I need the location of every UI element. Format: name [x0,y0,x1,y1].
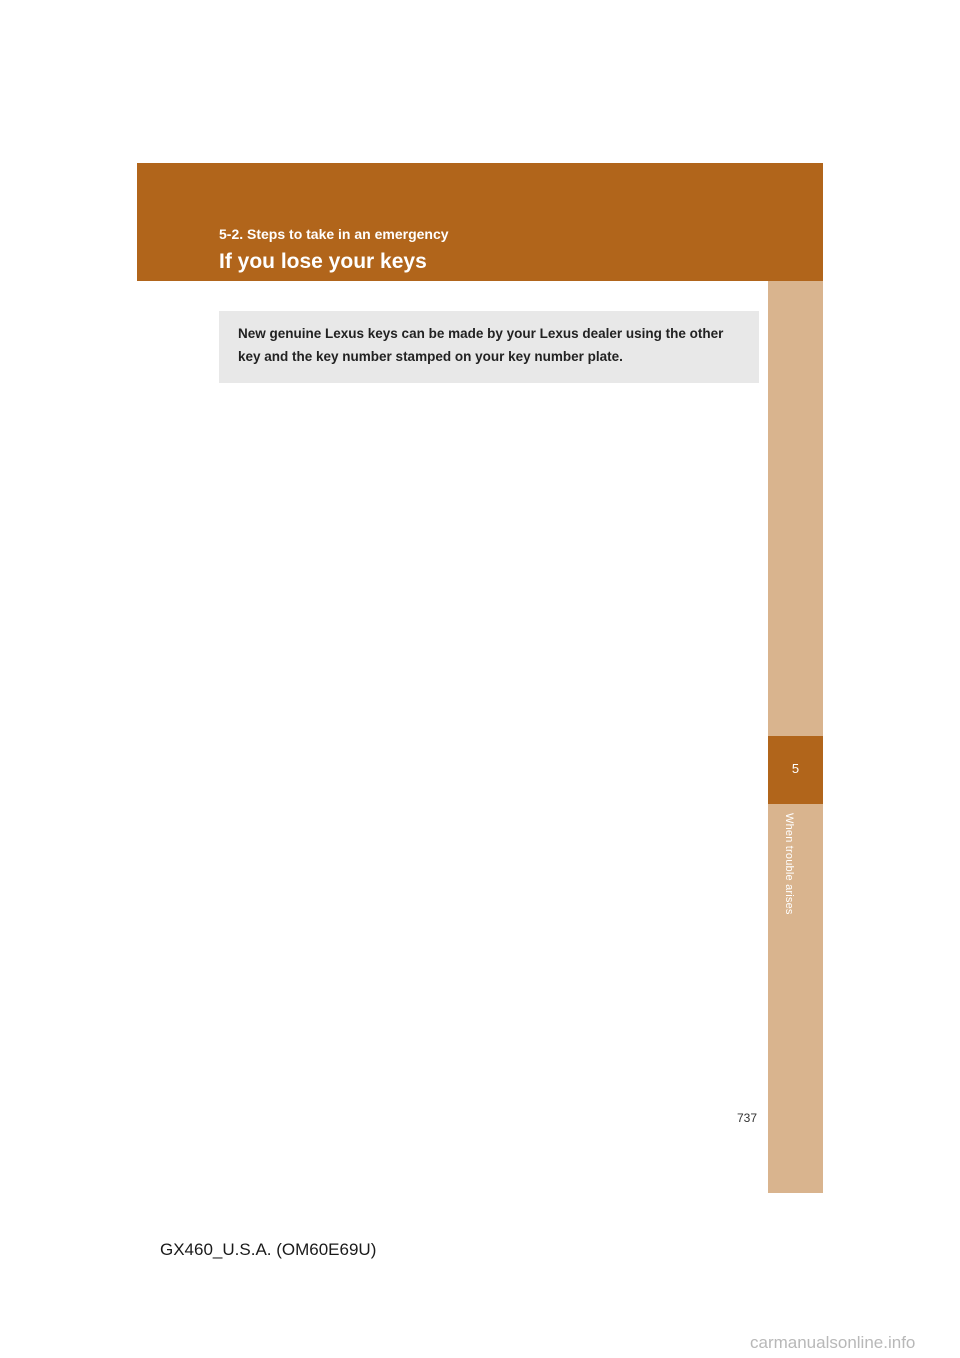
header-band [137,163,823,281]
document-code: GX460_U.S.A. (OM60E69U) [160,1240,377,1259]
chapter-title: When trouble arises [783,813,795,915]
page-title: If you lose your keys [219,250,427,273]
chapter-side-tab [768,281,823,1193]
intro-box [219,311,759,383]
intro-text: New genuine Lexus keys can be made by your Lexus dealer using the other key and the key number stamped on your key number plate. [238,326,724,364]
section-label: 5-2. Steps to take in an emergency [219,226,449,242]
watermark: carmanualsonline.info [750,1333,916,1352]
chapter-number: 5 [791,761,800,776]
page-number: 737 [736,1111,757,1125]
